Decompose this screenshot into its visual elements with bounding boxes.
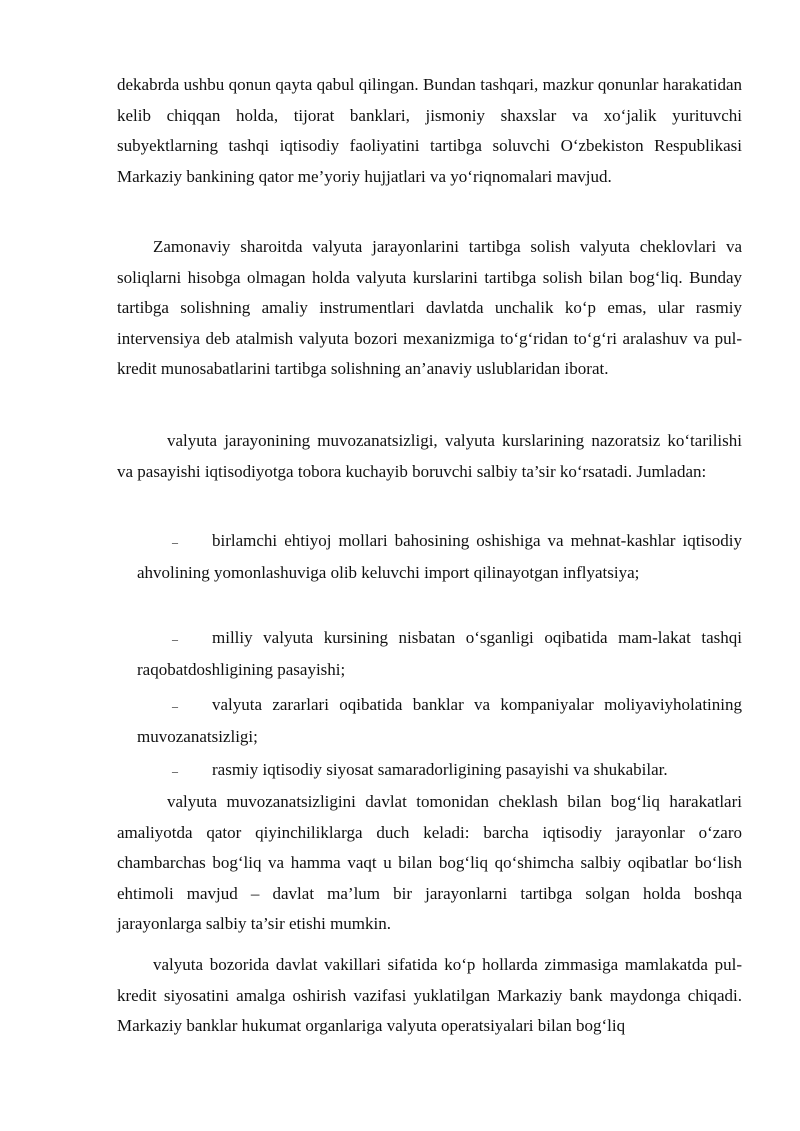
paragraph-central-bank: valyuta bozorida davlat vakillari sifatida ko‘p hollarda zimmasiga mamlakatda pul-kredit siyosatini amalga oshirish vazifasi yuklatilgan Markaziy bank maydonga chiqadi. Markaziy banklar hukumat organlariga valyuta operatsiyalari bilan bog‘liq — [117, 955, 742, 1035]
bullet-dash: – — [172, 535, 178, 549]
paragraph-continuation: dekabrda ushbu qonun qayta qabul qilingan. Bundan tashqari, mazkur qonunlar harakatidan kelib chiqqan holda, tijorat banklari, jismoniy shaxslar va xo‘jalik yurituvchi subyektlarning tashqi iqtisodiy faoliyatini tartibga soluvchi O‘zbekiston Respublikasi Markaziy bankining qator me’yoriy hujjatlari va yo‘riqnomalari mavjud. — [117, 75, 742, 186]
list-item-text: valyuta zararlari oqibatida banklar va kompaniyalar moliyaviyholatining muvozanatsizligi; — [137, 695, 742, 746]
list-item — [137, 690, 742, 752]
list-item-text: milliy valyuta kursining nisbatan o‘sganligi oqibatida mam-lakat tashqi raqobatdoshligining pasayishi; — [137, 628, 742, 679]
bullet-dash: – — [172, 764, 178, 778]
paragraph-regulation: Zamonaviy sharoitda valyuta jarayonlarini tartibga solish valyuta cheklovlari va soliqlarni hisobga olmagan holda valyuta kurslarini tartibga solish bilan bog‘liq. Bunday tartibga solishning amaliy instrumentlari davlatda unchalik ko‘p emas, ular rasmiy intervensiya deb atalmish valyuta bozori mexanizmiga to‘g‘ridan to‘g‘ri aralashuv va pul-kredit munosabatlarini tartibga solishning an’anaviy uslublaridan iborat. — [117, 237, 742, 378]
list-item-text: birlamchi ehtiyoj mollari bahosining oshishiga va mehnat-kashlar iqtisodiy ahvolining yomonlashuviga olib keluvchi import qilinayotgan inflyatsiya; — [137, 531, 742, 582]
paragraph-state-limits: valyuta muvozanatsizligini davlat tomonidan cheklash bilan bog‘liq harakatlari amaliyotda qator qiyinchiliklarga duch keladi: barcha iqtisodiy jarayonlar o‘zaro chambarchas bog‘liq va hamma vaqt u bilan bog‘liq qo‘shimcha salbiy oqibatlar bo‘lish ehtimoli mavjud – davlat ma’lum bir jarayonlarni tartibga solgan holda boshqa jarayonlarga salbiy ta’sir etishi mumkin. — [117, 792, 742, 933]
bullet-dash: – — [172, 699, 178, 713]
paragraph-imbalance: valyuta jarayonining muvozanatsizligi, valyuta kurslarining nazoratsiz ko‘tarilishi va pasayishi iqtisodiyotga tobora kuchayib boruvchi salbiy ta’sir ko‘rsatadi. Jumladan: — [117, 431, 742, 481]
list-item — [137, 623, 742, 685]
list-item — [137, 526, 742, 588]
bullet-dash: – — [172, 632, 178, 646]
list-item-text: rasmiy iqtisodiy siyosat samaradorligining pasayishi va shukabilar. — [212, 760, 668, 779]
list-item — [137, 755, 742, 787]
